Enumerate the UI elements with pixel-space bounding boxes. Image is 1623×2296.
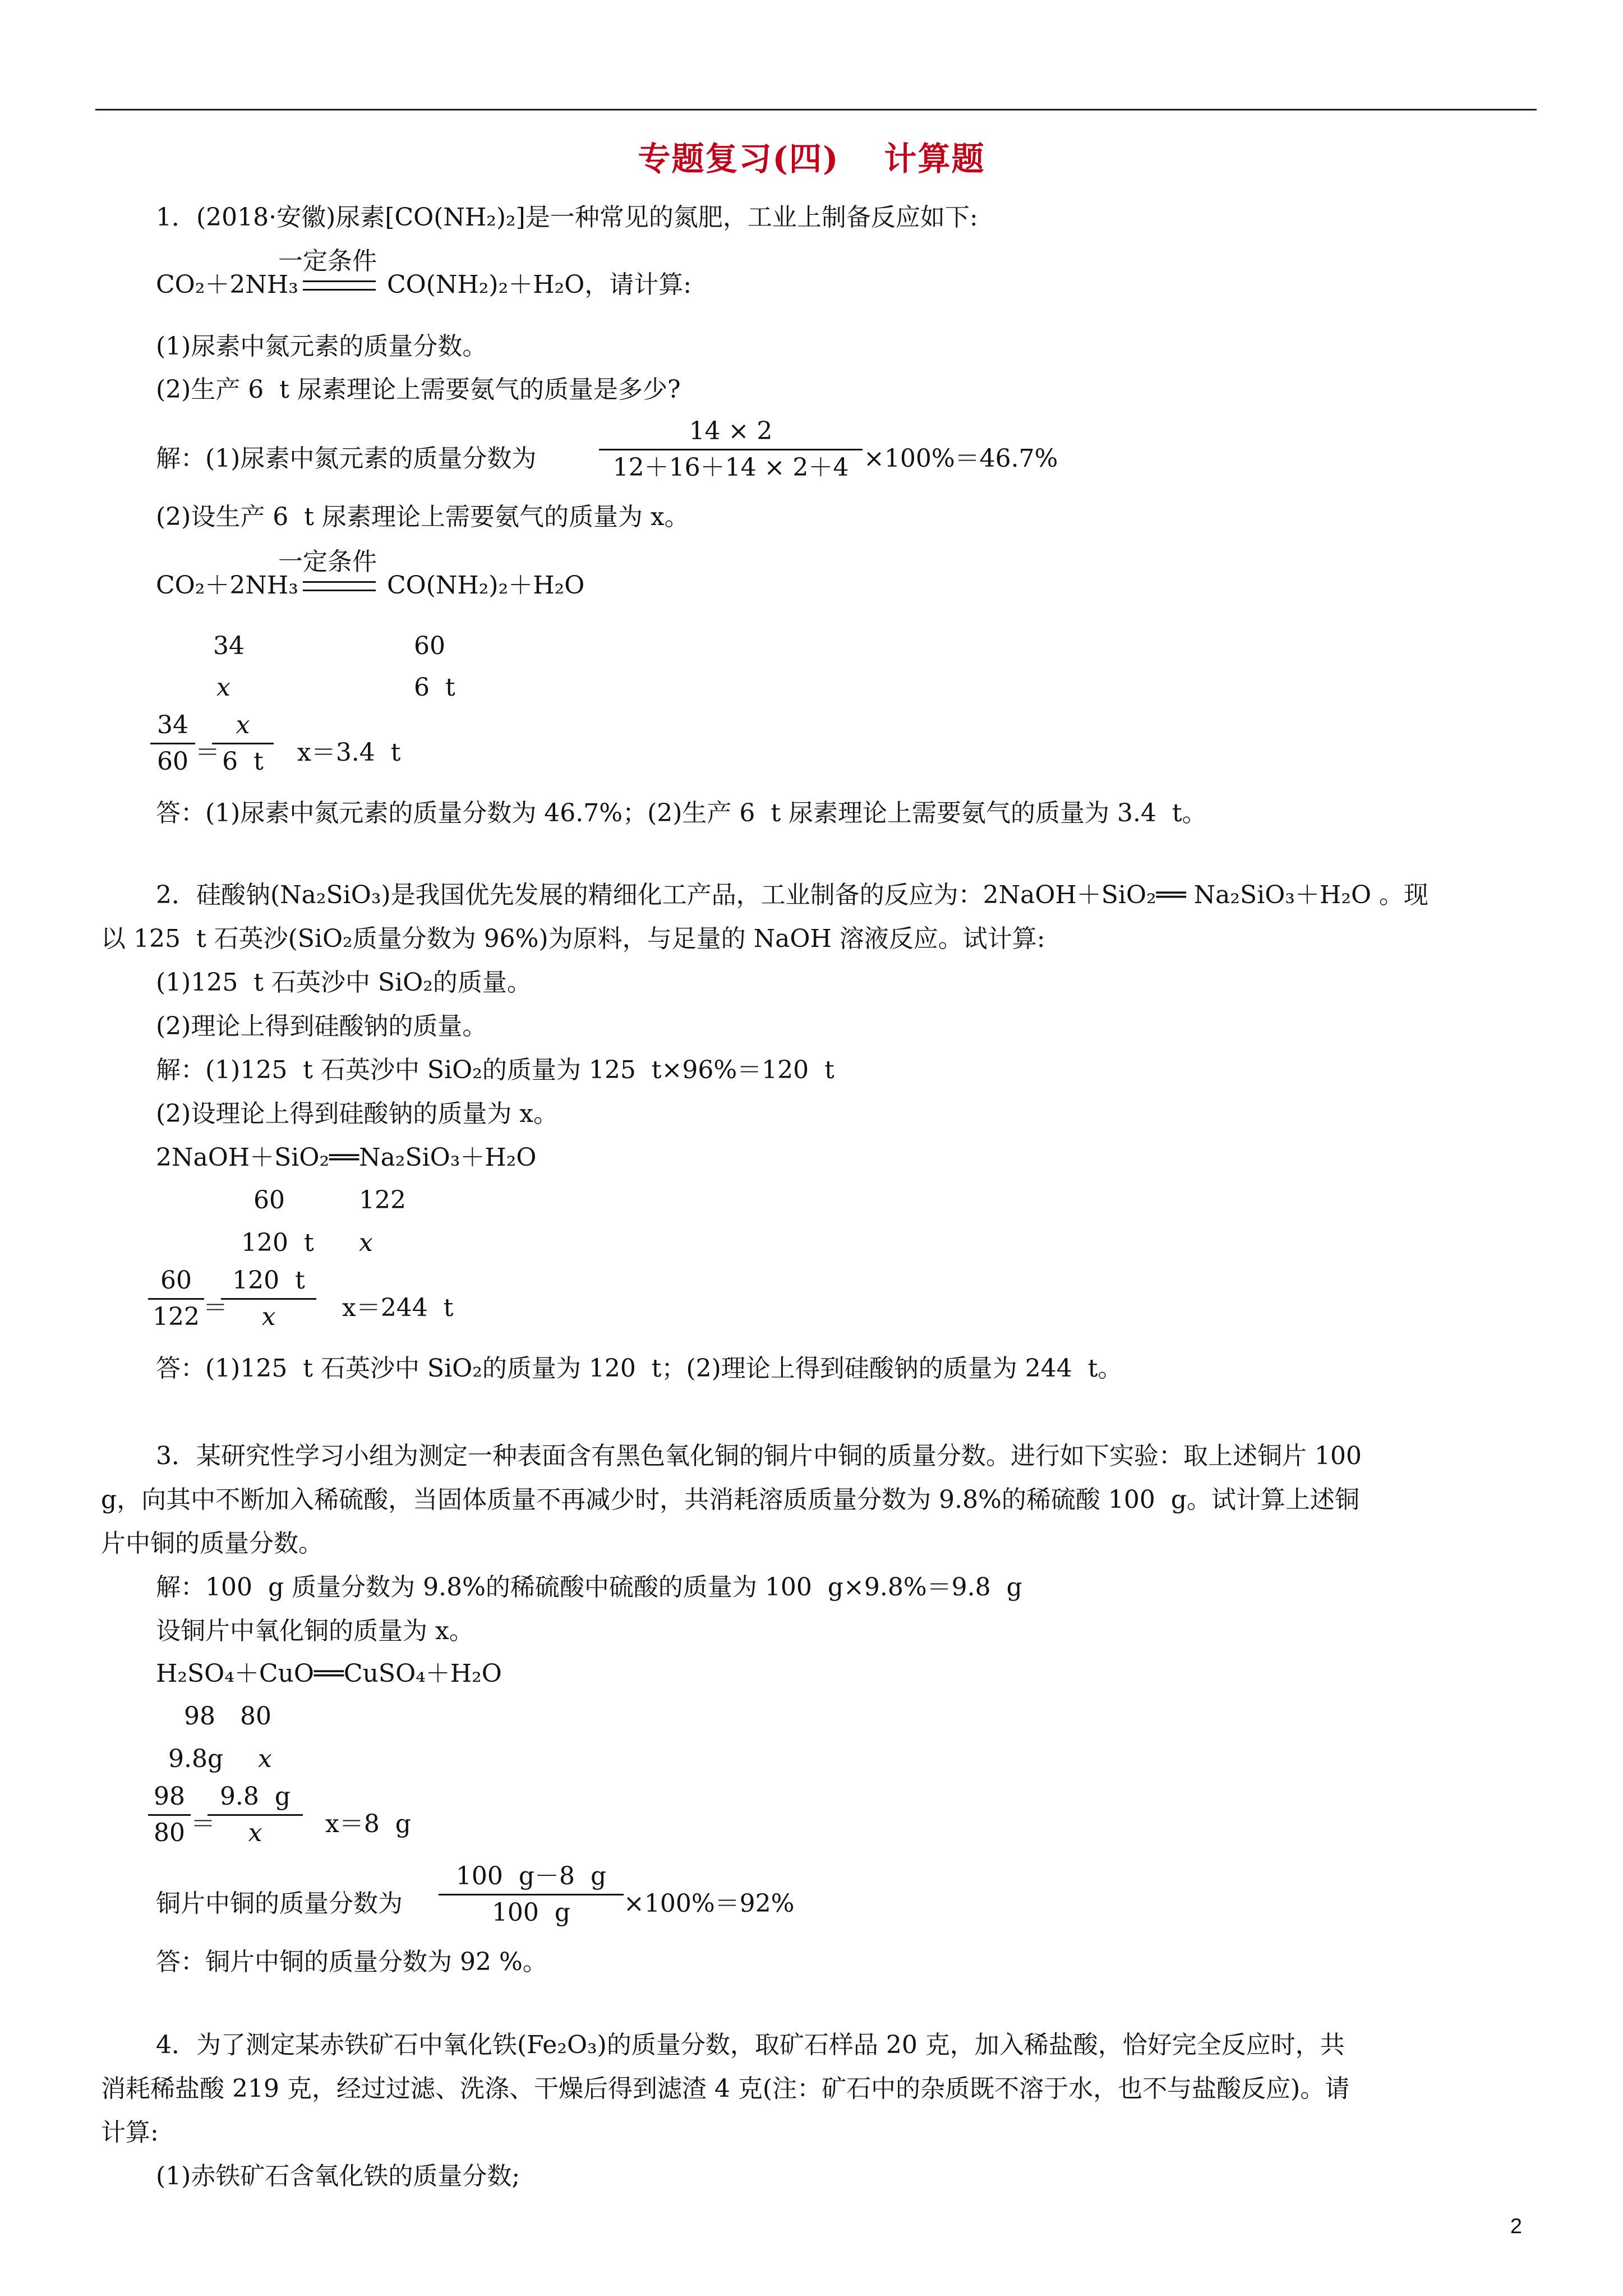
q1-mass-2: 60 [414, 632, 445, 660]
q3-fraction-copper [439, 1860, 624, 1929]
fraction-denominator: x [261, 1303, 276, 1331]
q2-result: x＝244 t [342, 1294, 454, 1322]
q1-eq-sign [303, 280, 376, 291]
page-title [0, 132, 1623, 180]
q1-sol1-tail: ×100%＝46.7% [864, 444, 1058, 473]
q1-equals: ＝ [195, 738, 220, 767]
q2-sol1: 解：(1)125 t 石英沙中 SiO₂的质量为 125 t×96%＝120 t [156, 1056, 834, 1084]
title-main: 专题复习(四) [638, 140, 840, 178]
q1-var-2: 6 t [414, 673, 455, 702]
q3-pct-lead: 铜片中铜的质量分数为 [156, 1889, 403, 1918]
q1-var-1: x [216, 673, 230, 702]
q1-eq-right: CO(NH₂)₂＋H₂O，请计算: [387, 270, 692, 299]
q2-equation: 2NaOH＋SiO₂══Na₂SiO₃＋H₂O [156, 1143, 537, 1172]
q2-answer: 答：(1)125 t 石英沙中 SiO₂的质量为 120 t；(2)理论上得到硅酸钠的质量为 244 t。 [156, 1354, 1123, 1383]
fraction-numerator: 100 g－8 g [439, 1860, 624, 1895]
fraction-numerator: 120 t [221, 1264, 316, 1300]
fraction-denominator: 122 [153, 1303, 200, 1331]
q1-mass-1: 34 [213, 632, 245, 660]
fraction-denominator: 6 t [222, 747, 264, 776]
q1-stem: 1．(2018·安徽)尿素[CO(NH₂)₂]是一种常见的氮肥，工业上制备反应如下: [156, 203, 978, 232]
fraction-numerator: 34 [150, 709, 195, 744]
fraction-numerator: 98 [148, 1780, 191, 1816]
q3-equals: ＝ [191, 1810, 215, 1838]
q4-stem-line2: 消耗稀盐酸 219 克，经过过滤、洗涤、干燥后得到滤渣 4 克(注：矿石中的杂质既不溶于水，也不与盐酸反应)。请 [101, 2074, 1350, 2103]
fraction-numerator: 9.8 g [208, 1780, 303, 1816]
q1-part2: (2)生产 6 t 尿素理论上需要氨气的质量是多少? [156, 375, 681, 404]
q1-ratio-left [150, 709, 195, 778]
q2-ratio-right [221, 1264, 316, 1333]
q1-eq2-sign [303, 581, 376, 591]
q2-part1: (1)125 t 石英沙中 SiO₂的质量。 [156, 968, 532, 997]
q1-fraction-nitrogen [599, 415, 863, 484]
q2-var-2: x [359, 1228, 373, 1257]
q3-result: x＝8 g [325, 1810, 411, 1838]
q3-sol2: 设铜片中氧化铜的质量为 x。 [156, 1617, 474, 1645]
q2-var-1: 120 t [241, 1228, 314, 1257]
header-rule [95, 109, 1537, 111]
fraction-numerator: 60 [148, 1264, 204, 1300]
fraction-denominator: 12＋16＋14 × 2＋4 [612, 453, 849, 482]
q3-equation: H₂SO₄＋CuO══CuSO₄＋H₂O [156, 1659, 502, 1688]
q3-var-1: 9.8g [168, 1745, 224, 1773]
q3-ratio-right [208, 1780, 303, 1849]
q1-eq2-left: CO₂＋2NH₃ [156, 571, 298, 600]
q3-sol1: 解：100 g 质量分数为 9.8%的稀硫酸中硫酸的质量为 100 g×9.8%＝9.8 g [156, 1573, 1022, 1602]
q3-var-2: x [258, 1745, 272, 1773]
q1-result: x＝3.4 t [297, 738, 401, 767]
fraction-denominator: 80 [154, 1819, 185, 1847]
q2-ratio-left [148, 1264, 204, 1333]
q1-sol2: (2)设生产 6 t 尿素理论上需要氨气的质量为 x。 [156, 503, 689, 531]
q1-condition-2: 一定条件 [278, 547, 377, 576]
q3-stem-line2: g，向其中不断加入稀硫酸，当固体质量不再减少时，共消耗溶质质量分数为 9.8%的稀硫酸 100 g。试计算上述铜 [101, 1485, 1360, 1514]
q2-sol2: (2)设理论上得到硅酸钠的质量为 x。 [156, 1099, 559, 1128]
q3-answer: 答：铜片中铜的质量分数为 92 %。 [156, 1948, 547, 1976]
q3-ratio-left [148, 1780, 191, 1849]
q4-part1: (1)赤铁矿石含氧化铁的质量分数; [156, 2162, 520, 2191]
q2-stem-line2: 以 125 t 石英沙(SiO₂质量分数为 96%)为原料，与足量的 NaOH 溶液反应。试计算: [101, 924, 1045, 953]
page-number: 2 [1510, 2215, 1522, 2238]
fraction-denominator: 100 g [491, 1898, 571, 1927]
fraction-denominator: x [248, 1819, 262, 1847]
q2-stem-line1: 2．硅酸钠(Na₂SiO₃)是我国优先发展的精细化工产品，工业制备的反应为：2NaOH＋SiO₂══ Na₂SiO₃＋H₂O 。现 [156, 881, 1429, 909]
q1-sol1-lead: 解：(1)尿素中氮元素的质量分数为 [156, 444, 537, 473]
q1-part1: (1)尿素中氮元素的质量分数。 [156, 332, 487, 361]
q1-condition: 一定条件 [278, 247, 377, 275]
title-sub: 计算题 [884, 140, 985, 178]
q3-stem-line3: 片中铜的质量分数。 [101, 1529, 323, 1558]
q3-pct-tail: ×100%＝92% [624, 1889, 795, 1918]
q3-mass-1: 98 [184, 1702, 215, 1731]
fraction-numerator: x [212, 709, 274, 744]
q2-part2: (2)理论上得到硅酸钠的质量。 [156, 1012, 487, 1041]
q4-stem-line1: 4．为了测定某赤铁矿石中氧化铁(Fe₂O₃)的质量分数，取矿石样品 20 克，加入稀盐酸，恰好完全反应时，共 [156, 2031, 1345, 2059]
q2-mass-1: 60 [253, 1186, 285, 1214]
fraction-denominator: 60 [157, 747, 188, 776]
q4-stem-line3: 计算: [101, 2118, 159, 2147]
q1-answer: 答：(1)尿素中氮元素的质量分数为 46.7%；(2)生产 6 t 尿素理论上需要氨气的质量为 3.4 t。 [156, 799, 1207, 827]
q2-mass-2: 122 [359, 1186, 406, 1214]
q1-eq2-right: CO(NH₂)₂＋H₂O [387, 571, 585, 600]
q3-stem-line1: 3．某研究性学习小组为测定一种表面含有黑色氧化铜的铜片中铜的质量分数。进行如下实验：取上述铜片 100 [156, 1442, 1362, 1470]
q1-eq-left: CO₂＋2NH₃ [156, 270, 298, 299]
q2-equals: ＝ [203, 1294, 228, 1322]
q3-mass-2: 80 [240, 1702, 271, 1731]
q1-ratio-right [212, 709, 274, 778]
fraction-numerator: 14 × 2 [599, 415, 863, 450]
